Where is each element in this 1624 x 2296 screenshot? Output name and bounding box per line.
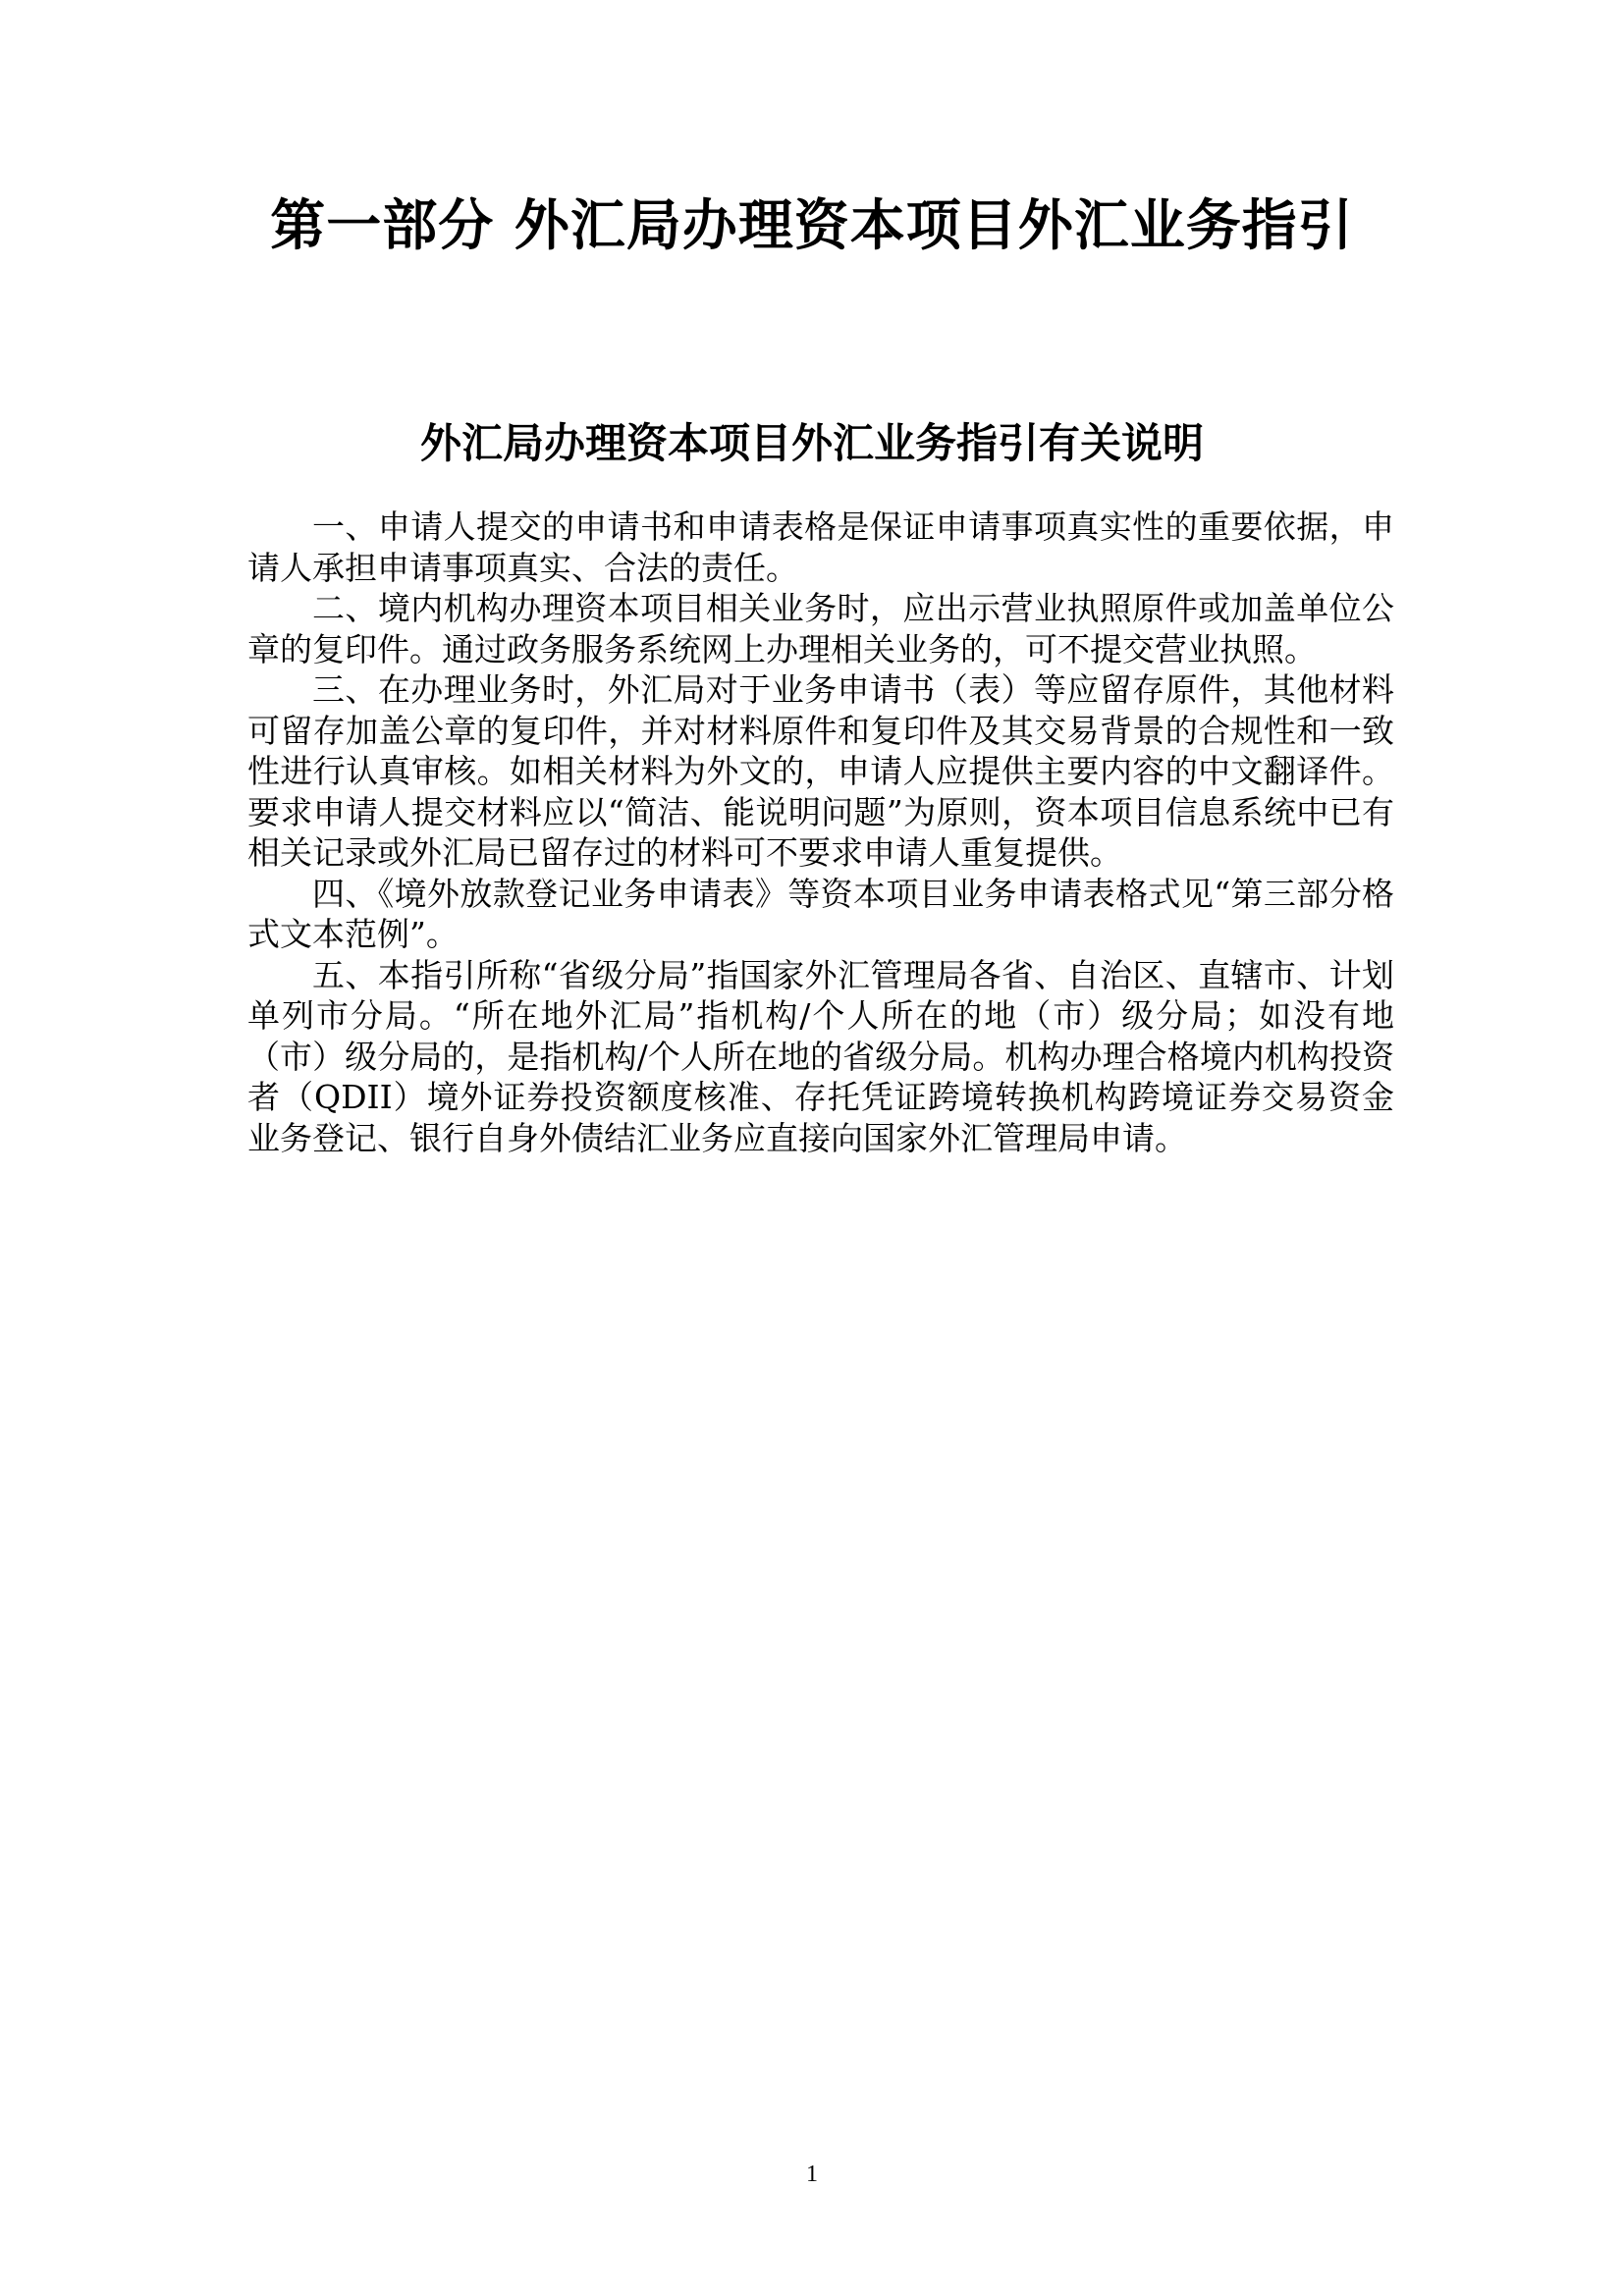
paragraph-3: 三、在办理业务时，外汇局对于业务申请书（表）等应留存原件，其他材料可留存加盖公章的复印件，并对材料原件和复印件及其交易背景的合规性和一致性进行认真审核。如相关材料为外文的，申请人应提供主要内容的中文翻译件。要求申请人提交材料应以“简洁、能说明问题”为原则，资本项目信息系统中已有相关记录或外汇局已留存过的材料可不要求申请人重复提供。	[247, 670, 1394, 872]
paragraph-1: 一、申请人提交的申请书和申请表格是保证申请事项真实性的重要依据，申请人承担申请事项真实、合法的责任。	[247, 507, 1394, 587]
part-title: 第一部分 外汇局办理资本项目外汇业务指引	[270, 194, 1354, 258]
paragraph-5: 五、本指引所称“省级分局”指国家外汇管理局各省、自治区、直辖市、计划单列市分局。“所在地外汇局”指机构/个人所在的地（市）级分局；如没有地（市）级分局的，是指机构/个人所在地的省级分局。机构办理合格境内机构投资者（QDII）境外证券投资额度核准、存托凭证跨境转换机构跨境证券交易资金业务登记、银行自身外债结汇业务应直接向国家外汇管理局申请。	[247, 955, 1394, 1157]
section-title: 外汇局办理资本项目外汇业务指引有关说明	[419, 419, 1204, 467]
document-body	[247, 507, 1394, 1158]
page-number: 1	[806, 2162, 818, 2187]
paragraph-4: 四、《境外放款登记业务申请表》等资本项目业务申请表格式见“第三部分格式文本范例”。	[247, 874, 1394, 953]
paragraph-2: 二、境内机构办理资本项目相关业务时，应出示营业执照原件或加盖单位公章的复印件。通过政务服务系统网上办理相关业务的，可不提交营业执照。	[247, 589, 1394, 668]
